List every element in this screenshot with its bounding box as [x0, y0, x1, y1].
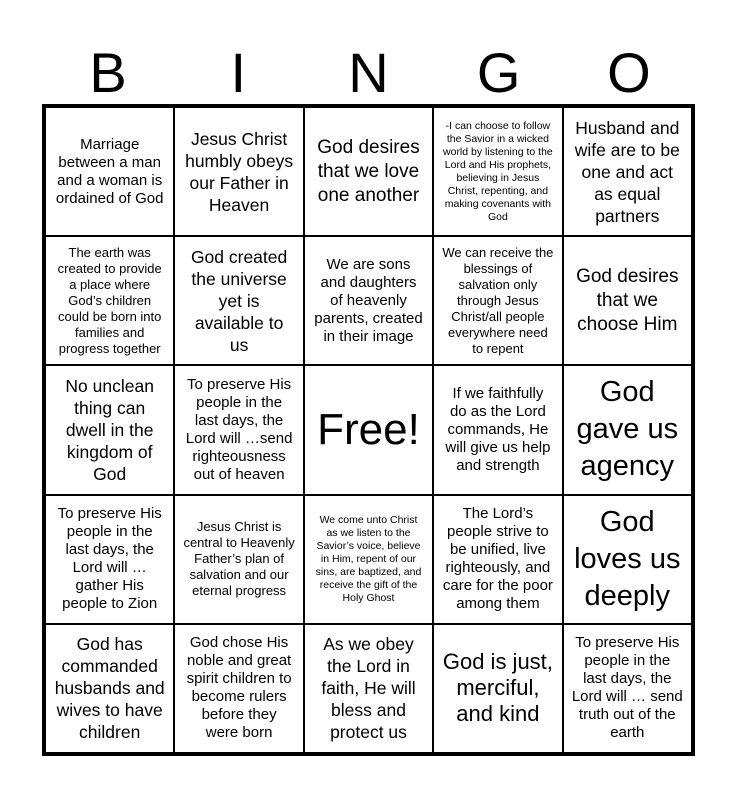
- header-letter-i: I: [230, 41, 247, 104]
- bingo-cell-r3-c5[interactable]: [563, 365, 692, 494]
- bingo-cell-r5-c3[interactable]: [304, 624, 433, 753]
- header-letter-o: O: [607, 41, 651, 104]
- cell-text: If we faithfully do as the Lord commands, He will give us help and strength: [445, 384, 551, 474]
- cell-text: We are sons and daughters of heavenly parents, created in their image: [314, 255, 423, 345]
- cell-text: -I can choose to follow the Savior in a wicked world by listening to the Lord and His prophets, believing in Jesus Christ, repenting, and making covenants with God: [443, 119, 553, 223]
- bingo-cell-r4-c3[interactable]: [304, 495, 433, 624]
- cell-text: Marriage between a man and a woman is ordained of God: [55, 135, 164, 207]
- bingo-cell-r4-c1[interactable]: [45, 495, 174, 624]
- header-letter-b: B: [89, 41, 127, 104]
- cell-text: God has commanded husbands and wives to have children: [54, 634, 165, 743]
- bingo-cell-r4-c2[interactable]: [174, 495, 303, 624]
- cell-text: As we obey the Lord in faith, He will bless and protect us: [321, 634, 416, 743]
- bingo-board: [42, 104, 695, 756]
- bingo-cell-r1-c2[interactable]: [174, 107, 303, 236]
- cell-text: Husband and wife are to be one and act as equal partners: [574, 117, 680, 226]
- bingo-cell-r2-c2[interactable]: [174, 236, 303, 365]
- cell-text: We come unto Christ as we listen to the Savior’s voice, believe in Him, repent of our sins, are baptized, and receive the gift of the Holy Ghost: [315, 513, 422, 604]
- cell-text: No unclean thing can dwell in the kingdom of God: [65, 375, 154, 484]
- cell-text: God created the universe yet is available to us: [190, 246, 288, 355]
- bingo-cell-r5-c5[interactable]: [563, 624, 692, 753]
- bingo-cell-r2-c3[interactable]: [304, 236, 433, 365]
- bingo-cell-r5-c1[interactable]: [45, 624, 174, 753]
- cell-text: God loves us deeply: [574, 505, 681, 612]
- bingo-cell-r1-c1[interactable]: [45, 107, 174, 236]
- bingo-cell-r3-c1[interactable]: [45, 365, 174, 494]
- bingo-cell-r1-c4[interactable]: [433, 107, 562, 236]
- cell-text: God is just, merciful, and kind: [442, 649, 553, 727]
- cell-text: God chose His noble and great spirit children to become rulers before they were born: [186, 634, 292, 742]
- bingo-cell-r5-c4[interactable]: [433, 624, 562, 753]
- bingo-cell-r1-c3[interactable]: [304, 107, 433, 236]
- cell-text: God gave us agency: [576, 376, 679, 483]
- header-letter-n: N: [348, 41, 389, 104]
- bingo-cell-r3-c4[interactable]: [433, 365, 562, 494]
- bingo-cell-r2-c1[interactable]: [45, 236, 174, 365]
- bingo-cell-r4-c5[interactable]: [563, 495, 692, 624]
- bingo-cell-r2-c4[interactable]: [433, 236, 562, 365]
- bingo-header: [43, 40, 694, 106]
- cell-text: To preserve His people in the last days, the Lord will …send righteousness out of heaven: [185, 375, 293, 483]
- cell-text: To preserve His people in the last days, the Lord will … gather His people to Zion: [57, 505, 162, 613]
- bingo-cell-r1-c5[interactable]: [563, 107, 692, 236]
- cell-text: To preserve His people in the last days, the Lord will … send truth out of the earth: [571, 634, 683, 742]
- bingo-cell-r4-c4[interactable]: [433, 495, 562, 624]
- header-letter-g: G: [476, 41, 521, 104]
- bingo-cell-r5-c2[interactable]: [174, 624, 303, 753]
- free-space: Free!: [317, 404, 420, 454]
- cell-text: Jesus Christ is central to Heavenly Father’s plan of salvation and our eternal progress: [183, 519, 295, 599]
- cell-text: God desires that we choose Him: [576, 265, 679, 335]
- cell-text: The earth was created to provide a place where God’s children could be born into families and progress together: [57, 244, 162, 356]
- bingo-cell-r2-c5[interactable]: [563, 236, 692, 365]
- bingo-cell-r3-c2[interactable]: [174, 365, 303, 494]
- cell-text: Jesus Christ humbly obeys our Father in Heaven: [185, 128, 294, 215]
- cell-text: God desires that we love one another: [317, 136, 420, 206]
- bingo-cell-r3-c3[interactable]: [304, 365, 433, 494]
- cell-text: The Lord’s people strive to be unified, live righteously, and care for the poor among them: [442, 505, 553, 613]
- cell-text: We can receive the blessings of salvation only through Jesus Christ/all people everywhere need to repent: [442, 244, 554, 356]
